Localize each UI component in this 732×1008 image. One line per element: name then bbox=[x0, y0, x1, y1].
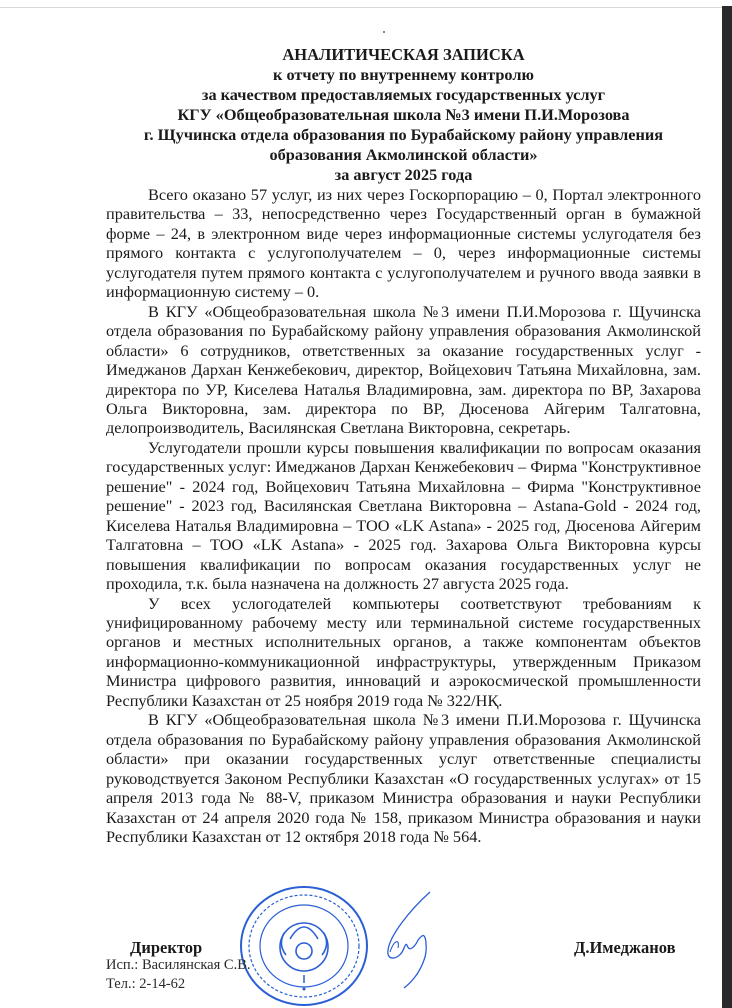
document-header bbox=[106, 45, 701, 185]
executor-line: Исп.: Василянская С.В. bbox=[106, 957, 251, 973]
paragraph-services-summary: Всего оказано 57 услуг, из них через Госкорпорацию – 0, Портал электронного правительства – 33, непосредственно через Государственный орган в бумажной форме – 24, в электронном виде через информационные системы услугодателя без прямого контакта с услугополучателем – 0, через информационные системы услугодателя путем прямого контакта с услугополучателем и ручного ввода заявки в информационную систему – 0. bbox=[106, 185, 701, 302]
official-stamp-icon bbox=[238, 885, 370, 1008]
paragraph-training: Услугодатели прошли курсы повышения квалификации по вопросам оказания государственных услуг: Имеджанов Дархан Кенжебекович – Фирма "Конструктивное решение" - 2024 год, Войцехович Татьяна Михайловна – Фирма "Конструктивное решение" - 2023 год, Василянская Светлана Викторовна – Astana-Gold - 2024 год, Киселева Наталья Владимировна – ТОО «LK Astana» - 2025 год, Дюсенова Айгерим Талгатовна – ТОО «LK Astana» - 2025 год. Захарова Ольга Викторовна курсы повышения квалификации по вопросам оказания государственных услуг не проходила, т.к. была назначена на должность 27 августа 2025 года. bbox=[106, 437, 701, 594]
subtitle-line-5: образования Акмолинской области» bbox=[269, 145, 538, 164]
signatory-position: Директор bbox=[130, 938, 203, 957]
subtitle-line-3: КГУ «Общеобразовательная школа №3 имени П.И.Морозова bbox=[177, 105, 630, 124]
executor-phone: Тел.: 2-14-62 bbox=[106, 976, 186, 992]
scan-right-edge bbox=[722, 6, 732, 1008]
scan-speck bbox=[383, 31, 385, 33]
document-page bbox=[106, 45, 701, 846]
paragraph-computers: У всех услогодателей компьютеры соответствуют требованиям к унифицированному рабочему месту или терминальной системе государственных органов и местных исполнительных органов, а также компонентам объектов информационно-коммуникационной инфраструктуры, утвержденным Приказом Министра цифрового развития, инноваций и аэрокосмической промышленности Республики Казахстан от 25 ноября 2019 года № 322/НҚ. bbox=[106, 593, 701, 710]
paragraph-legal-basis: В КГУ «Общеобразовательная школа №3 имени П.И.Морозова г. Щучинска отдела образования по Бурабайскому району управления образования Акмолинской области» при оказании государственных услуг ответственные специалисты руководствуется Законом Республики Казахстан «О государственных услугах» от 15 апреля 2013 года № 88-V, приказом Министра образования и науки Республики Казахстан от 24 апреля 2020 года № 158, приказом Министра образования и науки Республики Казахстан от 12 октября 2018 года № 564. bbox=[106, 710, 701, 846]
report-period: за август 2025 года bbox=[334, 165, 473, 184]
subtitle-line-4: г. Щучинска отдела образования по Бурабайскому району управления bbox=[143, 125, 664, 144]
scan-top-edge bbox=[0, 7, 722, 8]
signatory-name: Д.Имеджанов bbox=[574, 938, 676, 957]
subtitle-line-2: за качеством предоставляемых государственных услуг bbox=[201, 85, 606, 104]
subtitle-line-1: к отчету по внутреннему контролю bbox=[273, 65, 534, 84]
signature-icon bbox=[370, 890, 450, 990]
paragraph-staff: В КГУ «Общеобразовательная школа №3 имени П.И.Морозова г. Щучинска отдела образования по Бурабайскому району управления образования Акмолинской области» 6 сотрудников, ответственных за оказание государственных услуг - Имеджанов Дархан Кенжебекович, директор, Войцехович Татьяна Михайловна, зам. директора по УР, Киселева Наталья Владимировна, зам. директора по ВР, Захарова Ольга Викторовна, зам. директора по ВР, Дюсенова Айгерим Талгатовна, делопроизводитель, Василянская Светлана Викторовна, секретарь. bbox=[106, 301, 701, 438]
document-title: АНАЛИТИЧЕСКАЯ ЗАПИСКА bbox=[282, 45, 525, 64]
